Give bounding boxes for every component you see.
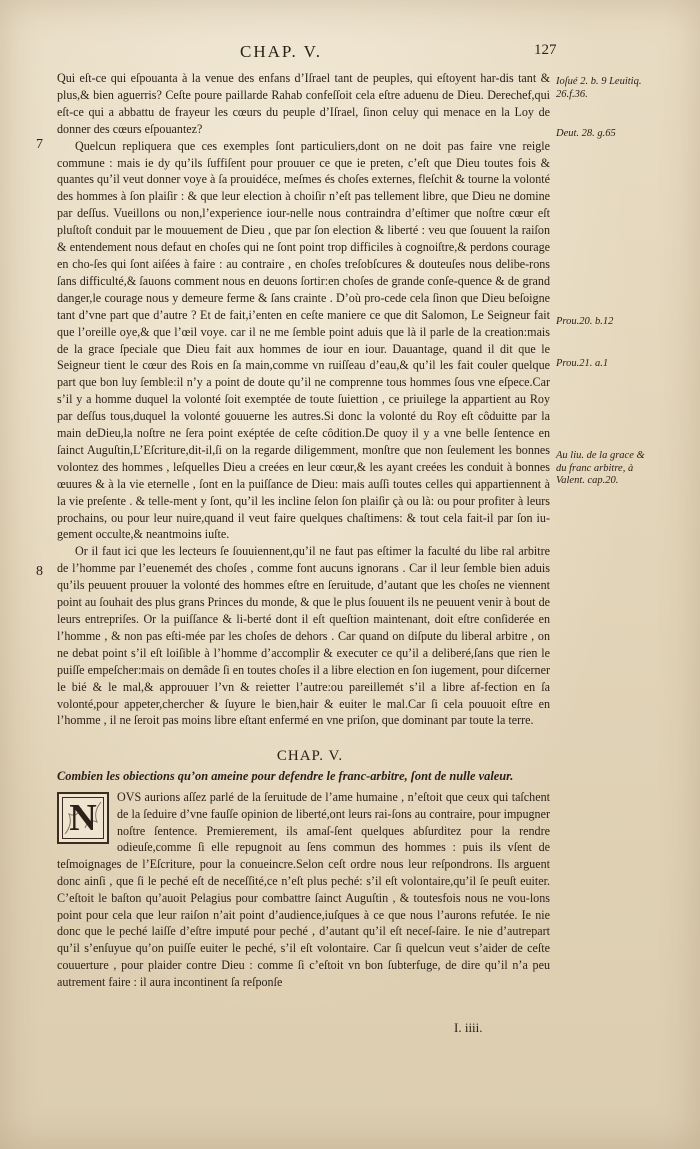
- paragraph-number-8: 8: [36, 564, 43, 579]
- margin-note-josue: Ioſué 2. b. 9 Leuitiq. 26.f.36.: [556, 76, 642, 100]
- drop-cap-letter: N: [69, 796, 97, 839]
- margin-note-prov20: Prou.20. b.12: [556, 316, 614, 327]
- margin-note-augustin: Au liu. de la grace & du franc arbitre, à Valent. cap.20.: [556, 450, 645, 486]
- folio-number: 127: [534, 42, 557, 58]
- paragraph-6-end: Qui eſt-ce qui eſpouanta à la venue des enfans d’Iſrael tant de peuples, qui eſtoyent har-dis tant & plus,& bien aguerris? Ceſte poure paillarde Rahab confeſſoit cela eſtre aduenu de Dieu. Derechef,qui eſt-ce qui a abbattu de frayeur les cœurs du peuple d’Iſrael, ſinon celuy qui menace en la Loy de donner des cœurs eſpouantez?: [57, 71, 550, 136]
- paragraph-8: Or il faut ici que les lecteurs ſe ſouuiennent,qu’il ne faut pas eſtimer la faculté du libe ral arbitre de l’homme par l’euenemét des choſes , comme font aucuns ignorans . Car il leur ſemble bien aduis qu’ils peuuent prouuer la volonté des hommes eſtre en ſeruitude, d’autant que les choſes ne viennent point au ſouhait des plus grans Princes du monde, & que le plus ſouuent ils ne peuuent venir à bout de leurs entrepriſes. Or la puiſſance & li-berté dont il eſt queſtion maintenant, doit eſtre conſiderée en l’homme , & non pas eſti-mée par les choſes de dehors . Car quand on diſpute du liberal arbitre , on ne debat point s’il eſt loiſible à l’homme d’accomplir & executer ce qu’il a deliberé,ſans que rien le puiſſe empeſcher:mais on demâde ſi en toutes choſes il a libre election en ſon iugement, pour diſcerner le bié & le mal,& approuuer l’vn & reietter l’autre:ou pareillemét s’il a libre af-fection en ſa volonté,pour appeter,chercher & ſuyure le bien,hair & euiter le mal.Car ſi cela pouuoit eſtre en l’homme , il ne ſeroit pas moins libre eſtant enfermé en vne priſon, que dominant par toute la terre.: [57, 544, 550, 728]
- signature-mark: I. iiii.: [454, 1020, 483, 1035]
- chapter-heading-text: CHAP. V.: [276, 748, 344, 764]
- chapter-heading: [0, 748, 700, 765]
- margin-note-prov21: Prou.21. a.1: [556, 358, 609, 369]
- paragraph-7: Quelcun repliquera que ces exemples ſont particuliers,dont on ne doit pas faire vne reigle commune : mais ie dy qu’ils ſuffiſent pour prouuer ce que ie preten, c’eſt que Dieu toutes fois & quantes qu’il veut donner voye à ſa prouidéce, meſmes és choſes externes, fleſchit & tourne la volonté des hommes à ſon plaiſir : & que leur election à choiſir n’eſt pas tellement libre, que Dieu ne domine par deſſus. Vueillons ou non,l’experience iour-nelle nous contraindra d’eſtimer que noſtre cœur eſt pluſtoſt conduit par le mouuement de Dieu , que par ſon election & liberté : veu que ſouuent la raiſon & entendement nous defaut en choſes qui ne ſont point trop difficiles à cognoiſtre,& perdons courage en cho-ſes qui ſont aiſées à faire : au contraire , en choſes treſobſcures & douteuſes nous delibe-rons ſans difficulté,& ſauons comment nous en deuons ſortir:en choſes de grande conſe-quence & de grand danger,le courage nous y demeure ferme & ſans crainte . D’où pro-cede cela ſinon que Dieu beſoigne tant d’vne part que d’autre ? Et de fait,i’enten en ceſte maniere ce que dit Salomon, Le Seigneur fait que l’oreille oye,& que l’œil voye. car il ne me ſemble point aduis que là il parle de la creation:mais de la grace ſpeciale que Dieu fait aux hommes de iour en iour. Dauantage, quand il dit que le Seigneur tient le cœur des Rois en ſa main,comme vn ruiſſeau d’eau,& qu’il les fait couler quelque part que bon luy ſemble:il n’y a point de doute qu’il ne comprenne tous hommes ſous vne eſpece.Car s’il y a homme duquel la volonté ſoit exemptée de toute ſuiettion , ce priuilege la appartient au Roy par deſſus tous,duquel la volonté gouuerne les autres.Si donc la volonté du Roy eſt côduitte par la main deDieu,la noſtre ne ſera point exéptée de ceſte côdition.De quoy il y a vne belle ſentence en ſainct Auguſtin,L’Eſcriture,dit-il,ſi on la regarde diligemment, monſtre que non ſeulement les bonnes volontez des hommes , leſquelles Dieu a creées en leur cœur,& les ayant creées les conduit à bonnes œuures & à la vie eternelle , ſont en la puiſſance de Dieu: mais auſſi toutes celles qui appartiennent à la vie preſente . & telle-ment y ſont, qu’il les incline ſelon ſon plaiſir çà ou là: ou pour profiter à leurs prochains, ou pour leur nuire,quand il veut faire quelques chaſtimens: & tout cela fait-il par ſon iu-gement occulte,& neantmoins iuſte.: [57, 138, 550, 542]
- running-header: [0, 42, 700, 64]
- drop-cap: [57, 792, 109, 844]
- running-chapter-title: CHAP. V.: [240, 42, 322, 61]
- margin-note-deut: Deut. 28. g.65: [556, 128, 616, 139]
- chapter-body: [57, 789, 550, 991]
- chapter-body-text: OVS aurions aſſez parlé de la ſeruitude de l’ame humaine , n’eſtoit que ceux qui taſchent de la ſeduire d’vne fauſſe opinion de liberté,ont leurs rai-ſons au contraire, pour impugner noſtre ſentence. Premierement, ils amaſ-ſent quelques abſurditez pour la rendre odieuſe,comme ſi elle repugnoit au ſens commun des hommes : puis ils vſent de teſmoignages de l’Eſcriture, pour la conueincre.Selon ceſt ordre nous leur reſpondrons. Ils arguent donc ainſi , que ſi le peché eſt de neceſſité,ce n’eſt plus peché: s’il eſt volontaire,qu’il ſe peuſt euiter. C’eſtoit le baſton qu’auoit Pelagius pour combattre ſainct Auguſtin , & toutesfois nous ne vou-lons point pour cela que leur raiſon n’ait point d’audience,iuſques à ce que nous l’aurons refutée. Ie nie donc que le peché laiſſe d’eſtre imputé pour peché , d’autant qu’il eſt neceſ-ſaire. Ie nie d’autrepart qu’il s’enſuyue qu’on puiſſe euiter le peché, s’il eſt volontaire. Car ſi quelcun veut s’aider de ceſte couuerture , pour plaider contre Dieu : comme ſi c’eſtoit vn bon ſubterfuge, de dire qu’il n’a peu autrement faire : il aura incontinent ſa reſponſe: [57, 790, 550, 989]
- chapter-subtitle: Combien les obiections qu’on ameine pour defendre le franc-arbitre, ſont de nulle valeur.: [57, 769, 514, 783]
- main-text: [57, 70, 550, 729]
- paragraph-number-7: 7: [36, 137, 43, 152]
